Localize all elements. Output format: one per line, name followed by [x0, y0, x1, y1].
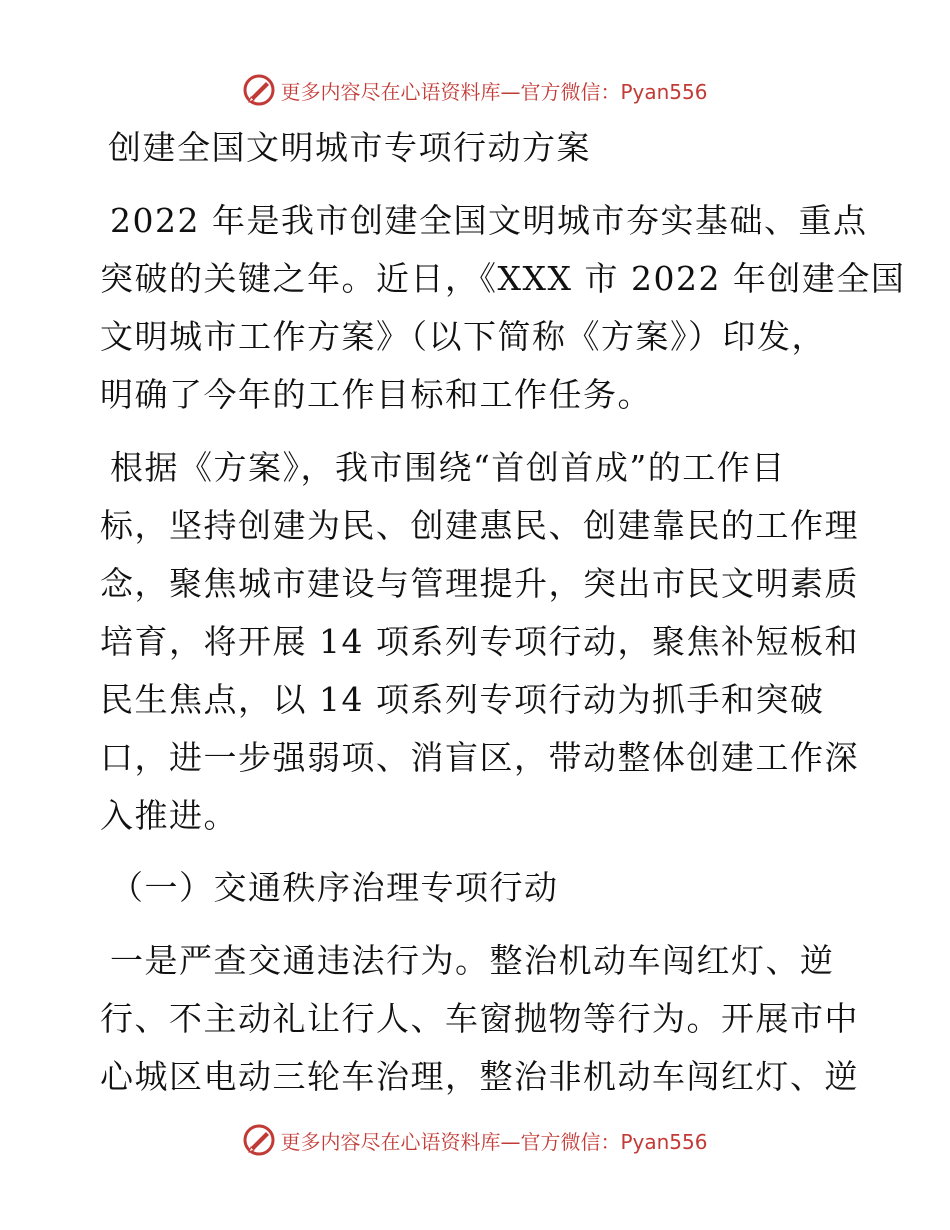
paragraph-line: 念，聚焦城市建设与管理提升，突出市民文明素质: [100, 564, 859, 603]
header-watermark-banner: [0, 70, 950, 110]
paragraph-line: 培育，将开展 14 项系列专项行动，聚焦补短板和: [100, 622, 859, 661]
paragraph-line: 根据《方案》，我市围绕“首创首成”的工作目: [110, 448, 786, 487]
watermark-text: 更多内容尽在心语资料库—官方微信：Pyan556: [280, 1129, 708, 1154]
paragraph-line: 心城区电动三轮车治理，整治非机动车闯红灯、逆: [100, 1057, 859, 1096]
watermark-text: 更多内容尽在心语资料库—官方微信：Pyan556: [280, 79, 708, 104]
paragraph-line: 标，坚持创建为民、创建惠民、创建靠民的工作理: [100, 506, 859, 545]
paragraph-line: 文明城市工作方案》（以下简称《方案》）印发，: [100, 317, 826, 356]
paragraph-line: 入推进。: [100, 796, 238, 835]
pen-logo-icon: [242, 1123, 276, 1157]
pen-logo-icon: [242, 73, 276, 107]
paragraph-line: 明确了今年的工作目标和工作任务。: [100, 375, 652, 414]
footer-watermark-banner: [0, 1120, 950, 1160]
paragraph-line: 行、不主动礼让行人、车窗抛物等行为。开展市中: [100, 999, 859, 1038]
paragraph-line: 突破的关键之年。近日，《XXX 市 2022 年创建全国: [100, 259, 906, 298]
paragraph-line: 一是严查交通违法行为。整治机动车闯红灯、逆: [110, 941, 835, 980]
paragraph-line: 2022 年是我市创建全国文明城市夯实基础、重点: [110, 201, 868, 240]
section-heading: （一）交通秩序治理专项行动: [110, 868, 559, 907]
document-title: 创建全国文明城市专项行动方案: [108, 128, 591, 167]
paragraph-line: 口，进一步强弱项、消盲区，带动整体创建工作深: [100, 738, 859, 777]
paragraph-line: 民生焦点，以 14 项系列专项行动为抓手和突破: [100, 680, 825, 719]
